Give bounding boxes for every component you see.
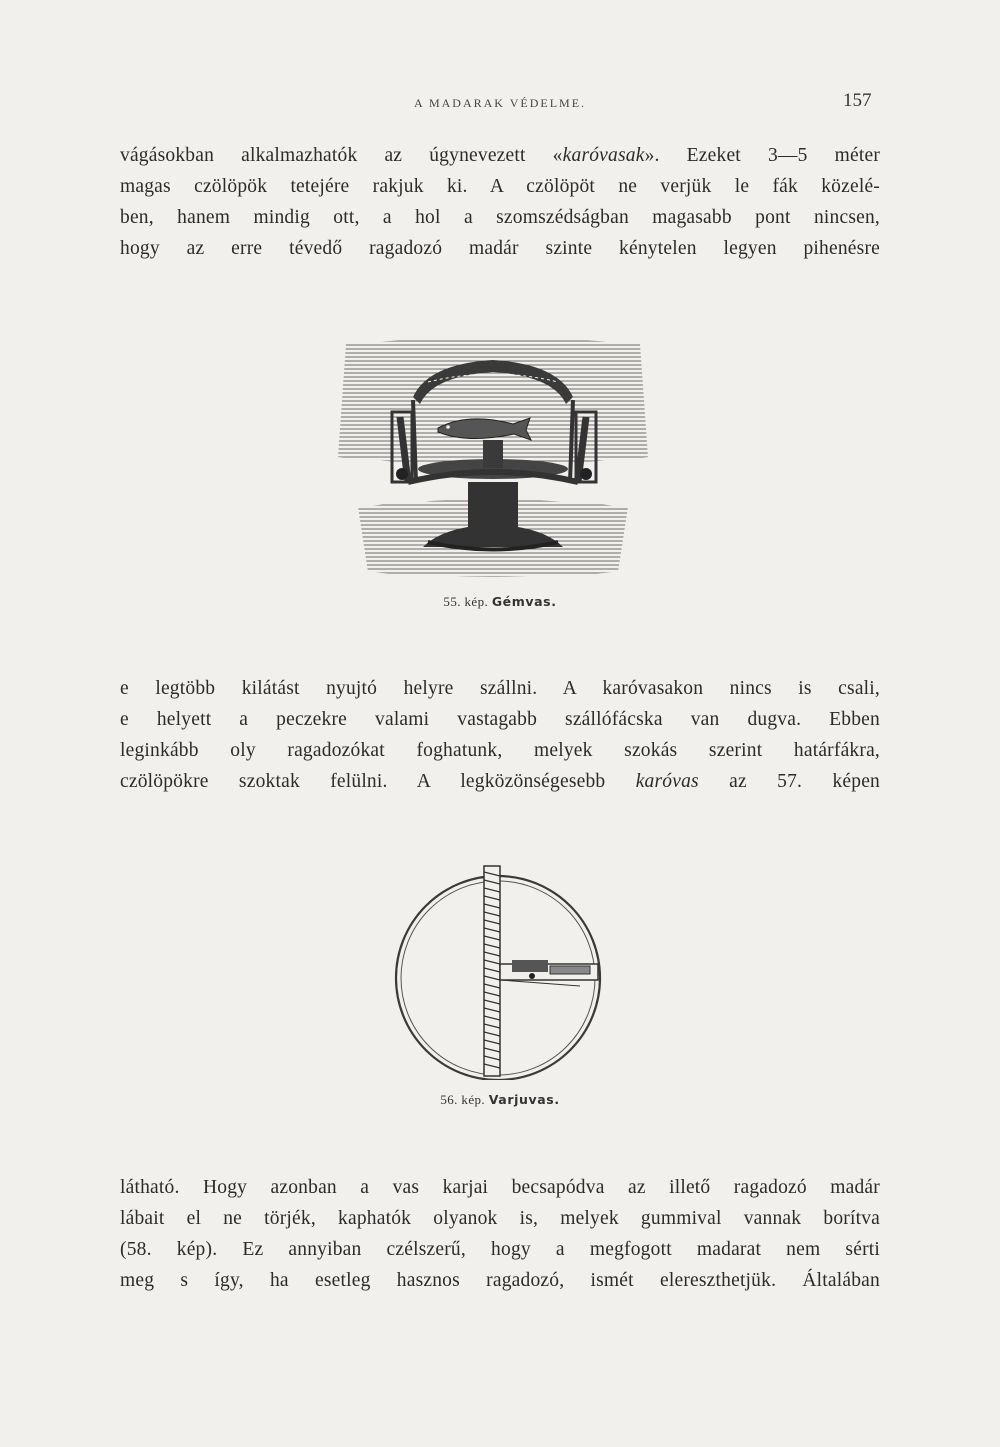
text-line: e helyett a peczekre valami vastagabb szállófácska van dugva. Ebben (120, 709, 880, 730)
figure-number: 55. kép. (443, 594, 489, 609)
text-line: lábait el ne törjék, kaphatók olyanok is, melyek gummival vannak borítva (120, 1208, 880, 1229)
page-number: 157 (843, 90, 872, 111)
paragraph-3 (120, 1172, 880, 1296)
figure-56-crow-trap (380, 858, 620, 1080)
running-head: A MADARAK VÉDELME. (413, 96, 587, 110)
text-line: czölöpökre szoktak felülni. A legközönségesebb karóvas az 57. képen (120, 771, 880, 792)
text-line: ben, hanem mindig ott, a hol a szomszédságban magasabb pont nincsen, (120, 207, 880, 228)
text-line: e legtöbb kilátást nyujtó helyre szállni. A karóvasakon nincs is csali, (120, 678, 880, 699)
figure-56-caption (0, 1092, 1000, 1108)
figure-title: Varjuvas. (488, 1092, 560, 1107)
text-line: (58. kép). Ez annyiban czélszerű, hogy a megfogott madarat nem sérti (120, 1239, 880, 1260)
figure-55-heron-trap (318, 332, 668, 582)
text-line: leginkább oly ragadozókat foghatunk, melyek szokás szerint határfákra, (120, 740, 880, 761)
paragraph-2 (120, 673, 880, 797)
figure-number: 56. kép. (440, 1092, 486, 1107)
text-line: látható. Hogy azonban a vas karjai becsapódva az illető ragadozó madár (120, 1177, 880, 1198)
crow-trap-engraving (380, 858, 620, 1080)
italic-term: karóvas (635, 771, 699, 792)
text-line: magas czölöpök tetejére rakjuk ki. A czölöpöt ne verjük le fák közelé- (120, 176, 880, 197)
figure-title: Gémvas. (491, 594, 557, 609)
text-line: hogy az erre tévedő ragadozó madár szinte kénytelen legyen pihenésre (120, 238, 880, 259)
text-line: vágásokban alkalmazhatók az úgynevezett «karóvasak». Ezeket 3—5 méter (120, 145, 881, 166)
heron-trap-engraving (318, 332, 668, 582)
paragraph-1 (120, 140, 880, 264)
text-line: meg s így, ha esetleg hasznos ragadozó, ismét elereszthetjük. Általában (120, 1270, 880, 1291)
figure-55-caption (0, 594, 1000, 610)
italic-term: karóvasak (562, 145, 645, 166)
